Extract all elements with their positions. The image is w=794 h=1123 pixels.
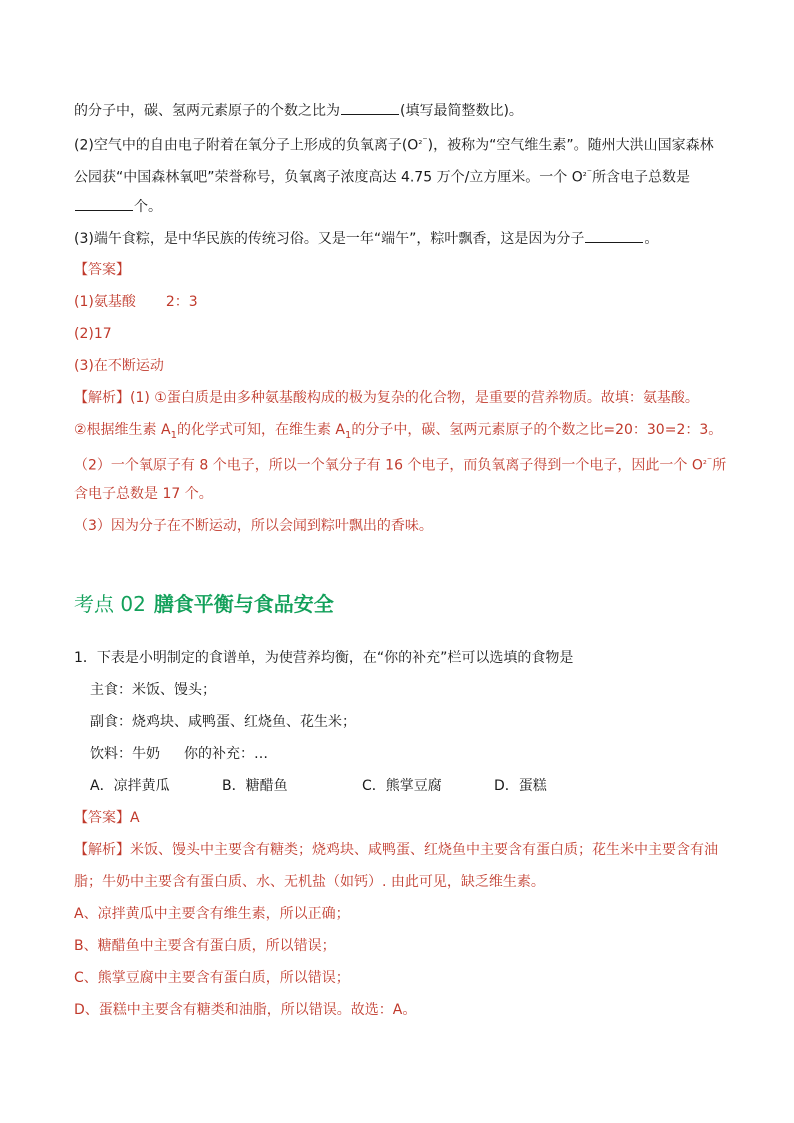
option-d[interactable]: D．蛋糕	[494, 778, 547, 794]
ion-charge: ₂⁻	[418, 136, 428, 147]
question-stem: 1．下表是小明制定的食谱单，为使营养均衡，在“你的补充”栏可以选填的食物是	[74, 650, 574, 666]
menu-drink	[90, 744, 268, 764]
q1-analysis-l1	[74, 840, 718, 860]
q1-analysis-c: C、熊掌豆腐中主要含有蛋白质，所以错误；	[74, 970, 350, 986]
answer-1	[74, 292, 198, 312]
q1-analysis-d: D、蛋糕中主要含有糖类和油脂，所以错误。故选：A。	[74, 1002, 417, 1018]
q3-line	[74, 228, 658, 249]
q2-line2	[74, 164, 690, 188]
answer-blank	[341, 100, 399, 115]
q-prev-line1	[74, 100, 523, 121]
text: 所含电子总数是	[592, 169, 691, 186]
answer-3: (3)在不断运动	[74, 358, 164, 374]
option-a[interactable]: A．凉拌黄瓜	[90, 778, 170, 794]
q1-analysis-b: B、糖醋鱼中主要含有蛋白质，所以错误；	[74, 938, 336, 954]
section-heading	[74, 590, 334, 618]
text: 公园获“中国森林氧吧”荣誉称号，负氧离子浓度高达 4.75 万个/立方厘米。一个 O	[74, 169, 583, 186]
options-row	[90, 776, 547, 796]
text: )，被称为“空气维生素”。随州大洪山国家森林	[427, 137, 714, 154]
analysis-p4: 含电子总数是 17 个。	[74, 486, 213, 502]
analysis-p5: （3）因为分子在不断运动，所以会闻到粽叶飘出的香味。	[74, 518, 433, 534]
q1-answer	[74, 808, 140, 828]
menu-side: 副食：烧鸡块、咸鸭蛋、红烧鱼、花生米；	[90, 714, 356, 730]
q2-line1	[74, 132, 714, 156]
text: 的分子中，碳、氢两元素原子的个数之比=20：30=2：3。	[351, 422, 723, 438]
subscript: 1	[344, 429, 352, 441]
menu-staple: 主食：米饭、馒头；	[90, 682, 216, 698]
text: (2)空气中的自由电子附着在氧分子上形成的负氧离子(O	[74, 137, 419, 154]
text: ②根据维生素 A	[74, 422, 171, 438]
text: 饮料：牛奶	[90, 746, 160, 762]
analysis-label: 【解析】	[74, 842, 130, 858]
answer-2: (2)17	[74, 326, 112, 342]
text: 个。	[134, 199, 162, 215]
text: 的化学式可知，在维生素 A	[176, 422, 345, 438]
text: 米饭、馒头中主要含有糖类；烧鸡块、咸鸭蛋、红烧鱼中主要含有蛋白质；花生米中主要含有油	[130, 842, 718, 858]
text: 。	[644, 231, 659, 247]
q1-analysis-a: A、凉拌黄瓜中主要含有维生素，所以正确；	[74, 906, 350, 922]
analysis-p3	[74, 452, 726, 476]
answer-label: 【答案】	[74, 262, 130, 278]
section-number: 考点 02	[74, 592, 146, 616]
text: （2）一个氧原子有 8 个电子，所以一个氧分子有 16 个电子，而负氧离子得到一个电子，因此一个 O	[74, 457, 703, 474]
text: (1)氨基酸	[74, 294, 136, 310]
ion-charge: ₂⁻	[702, 456, 713, 467]
analysis-p1	[74, 388, 699, 408]
text: 2：3	[165, 294, 198, 310]
q2-line3	[74, 196, 162, 217]
analysis-label: 【解析】	[74, 390, 130, 406]
answer-label: 【答案】	[74, 810, 130, 826]
text: (1) ①蛋白质是由多种氨基酸构成的极为复杂的化合物，是重要的营养物质。故填：氨基酸。	[130, 390, 699, 406]
section-title: 膳食平衡与食品安全	[153, 592, 334, 616]
text: (3)端午食粽，是中华民族的传统习俗。又是一年“端午”，粽叶飘香，这是因为分子	[74, 231, 585, 247]
q1-analysis-l2: 脂；牛奶中主要含有蛋白质、水、无机盐（如钙）. 由此可见，缺乏维生素。	[74, 874, 545, 890]
text: 所	[712, 457, 727, 474]
option-b[interactable]: B．糖醋鱼	[222, 778, 288, 794]
text: 的分子中，碳、氢两元素原子的个数之比为	[74, 103, 340, 119]
ion-charge: ₂⁻	[582, 168, 593, 179]
subscript: 1	[170, 429, 177, 441]
answer-blank	[75, 196, 133, 211]
answer-blank	[585, 228, 643, 243]
answer-value: A	[130, 810, 140, 826]
text: 你的补充：…	[184, 746, 268, 762]
text: (填写最简整数比)。	[400, 103, 523, 119]
analysis-p2	[74, 420, 722, 446]
option-c[interactable]: C．熊掌豆腐	[362, 778, 442, 794]
